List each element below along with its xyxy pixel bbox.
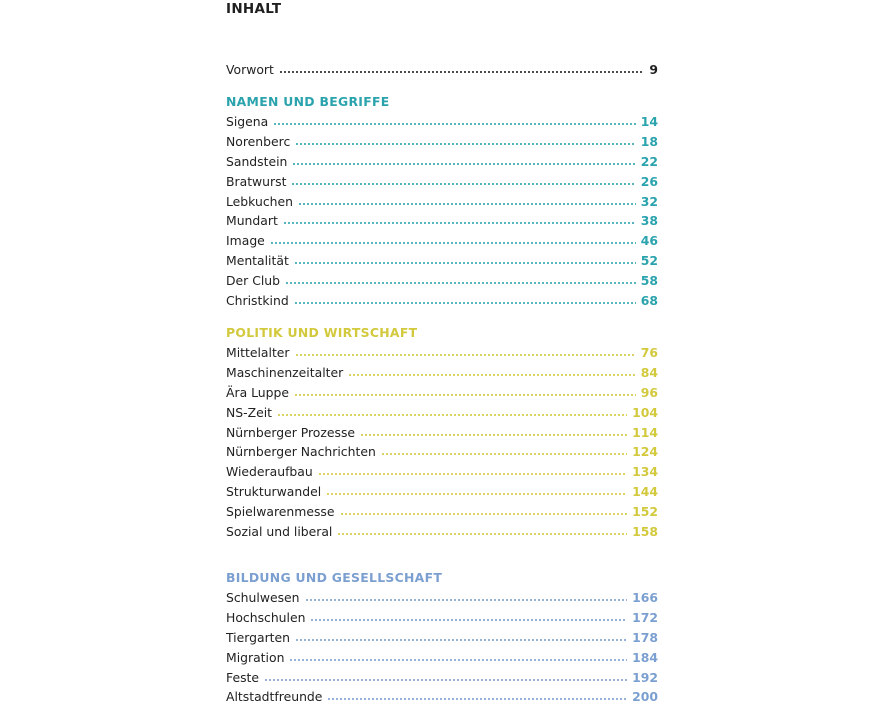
dot-leader (270, 242, 636, 244)
toc-entry-page: 152 (632, 504, 658, 520)
toc-entry[interactable] (226, 668, 658, 688)
dot-leader (298, 203, 636, 205)
toc-entry-page: 9 (649, 62, 658, 77)
toc-entry-label: Mentalität (226, 253, 289, 269)
toc-entry-page: 32 (640, 193, 658, 209)
toc-entry-page: 124 (632, 444, 658, 460)
toc-entry-label: Bratwurst (226, 173, 287, 189)
toc-entry-page: 76 (640, 345, 658, 360)
toc-entry-page: 52 (640, 253, 658, 269)
toc-entry-page: 68 (640, 293, 658, 309)
dot-leader (337, 533, 627, 535)
dot-leader (292, 163, 635, 165)
toc-entry-label: Wiederaufbau (226, 464, 313, 480)
toc-entry[interactable] (226, 363, 658, 383)
toc-entry[interactable] (226, 462, 658, 482)
toc-entry-page: 172 (632, 609, 658, 625)
toc-entry-page: 14 (640, 114, 658, 129)
toc-entry[interactable] (226, 608, 658, 628)
toc-entry-page: 178 (632, 629, 658, 645)
toc-entry-label: Image (226, 233, 265, 249)
dot-leader (294, 302, 636, 304)
dot-leader (360, 434, 627, 436)
toc-entry-label: Lebkuchen (226, 193, 293, 209)
toc-entry[interactable] (226, 132, 658, 152)
toc-entry-label: Vorwort (226, 62, 274, 77)
toc-entry[interactable] (226, 522, 658, 542)
section-bildung-und-gesellschaft (226, 568, 658, 707)
toc-entry-label: Christkind (226, 293, 289, 309)
toc-entry-page: 46 (640, 233, 658, 249)
toc-entry-label: Mittelalter (226, 345, 290, 360)
toc-entry[interactable] (226, 211, 658, 231)
toc-entry[interactable] (226, 442, 658, 462)
toc-entry-label: Ära Luppe (226, 384, 289, 400)
dot-leader (348, 374, 636, 376)
toc-entry-page: 38 (640, 213, 658, 229)
toc-entry-label: Hochschulen (226, 609, 306, 625)
section-politik-und-wirtschaft (226, 323, 658, 542)
toc-entry-label: Mundart (226, 213, 278, 229)
toc-entry-label: Norenberc (226, 133, 291, 149)
intro-section (226, 60, 658, 80)
dot-leader (305, 599, 628, 601)
dot-leader (277, 414, 627, 416)
toc-entry[interactable] (226, 482, 658, 502)
section-namen-und-begriffe (226, 92, 658, 311)
dot-leader (310, 619, 627, 621)
toc-entry-label: Feste (226, 669, 260, 685)
toc-entry[interactable] (226, 628, 658, 648)
toc-entry-label: Schulwesen (226, 590, 300, 605)
toc-entry-page: 96 (640, 384, 658, 400)
dot-leader (295, 639, 627, 641)
section-heading: POLITIK UND WIRTSCHAFT (226, 325, 418, 340)
section-heading: BILDUNG UND GESELLSCHAFT (226, 570, 443, 585)
toc-entry-vorwort[interactable] (226, 60, 658, 80)
dot-leader (285, 282, 636, 284)
dot-leader (294, 262, 636, 264)
toc-entry[interactable] (226, 251, 658, 271)
dot-leader (326, 493, 627, 495)
toc-entry[interactable] (226, 343, 658, 363)
toc-entry-label: Spielwarenmesse (226, 504, 335, 520)
toc-entry-page: 58 (640, 273, 658, 289)
toc-entry-page: 114 (632, 424, 658, 440)
toc-entry-page: 166 (632, 590, 658, 605)
dot-leader (279, 71, 645, 73)
toc-entry-label: Nürnberger Prozesse (226, 424, 356, 440)
toc-entry[interactable] (226, 291, 658, 311)
toc-entry[interactable] (226, 648, 658, 668)
toc-entry[interactable] (226, 502, 658, 522)
toc-entry-page: 158 (632, 524, 658, 540)
dot-leader (264, 679, 627, 681)
toc-entry[interactable] (226, 152, 658, 172)
toc-entry-page: 200 (632, 689, 658, 705)
dot-leader (381, 453, 627, 455)
toc-entry[interactable] (226, 112, 658, 132)
toc-entry-label: Migration (226, 649, 285, 665)
toc-entry[interactable] (226, 403, 658, 423)
toc-entry[interactable] (226, 687, 658, 707)
dot-leader (295, 354, 636, 356)
toc-entry-page: 192 (632, 669, 658, 685)
toc-entry[interactable] (226, 271, 658, 291)
toc-entry-label: Altstadtfreunde (226, 689, 323, 705)
toc-entry-label: Der Club (226, 273, 281, 289)
dot-leader (340, 513, 628, 515)
toc-entry[interactable] (226, 231, 658, 251)
dot-leader (291, 183, 635, 185)
page-title: INHALT (226, 1, 282, 17)
toc-entry[interactable] (226, 423, 658, 443)
toc-entry-page: 104 (632, 404, 658, 420)
toc-entry-page: 26 (640, 173, 658, 189)
toc-entry-label: Tiergarten (226, 629, 291, 645)
dot-leader (289, 659, 627, 661)
dot-leader (294, 394, 636, 396)
dot-leader (283, 222, 636, 224)
toc-entry-page: 84 (640, 364, 658, 380)
toc-entry-label: Sigena (226, 114, 269, 129)
toc-entry-page: 22 (640, 153, 658, 169)
dot-leader (327, 698, 627, 700)
toc-entry-label: NS-Zeit (226, 404, 273, 420)
toc-entry-label: Sozial und liberal (226, 524, 333, 540)
toc-entry-page: 134 (632, 464, 658, 480)
section-heading: NAMEN UND BEGRIFFE (226, 94, 390, 109)
toc-entry-page: 18 (640, 133, 658, 149)
toc-entry[interactable] (226, 192, 658, 212)
toc-entry-page: 144 (632, 484, 658, 500)
toc-entry[interactable] (226, 383, 658, 403)
toc-entry-label: Nürnberger Nachrichten (226, 444, 376, 460)
toc-entry-label: Maschinenzeitalter (226, 364, 344, 380)
toc-entry-page: 184 (632, 649, 658, 665)
toc-entry[interactable] (226, 172, 658, 192)
toc-entry-label: Strukturwandel (226, 484, 322, 500)
dot-leader (295, 143, 635, 145)
dot-leader (318, 473, 627, 475)
dot-leader (273, 123, 636, 125)
toc-entry[interactable] (226, 588, 658, 608)
toc-entry-label: Sandstein (226, 153, 288, 169)
